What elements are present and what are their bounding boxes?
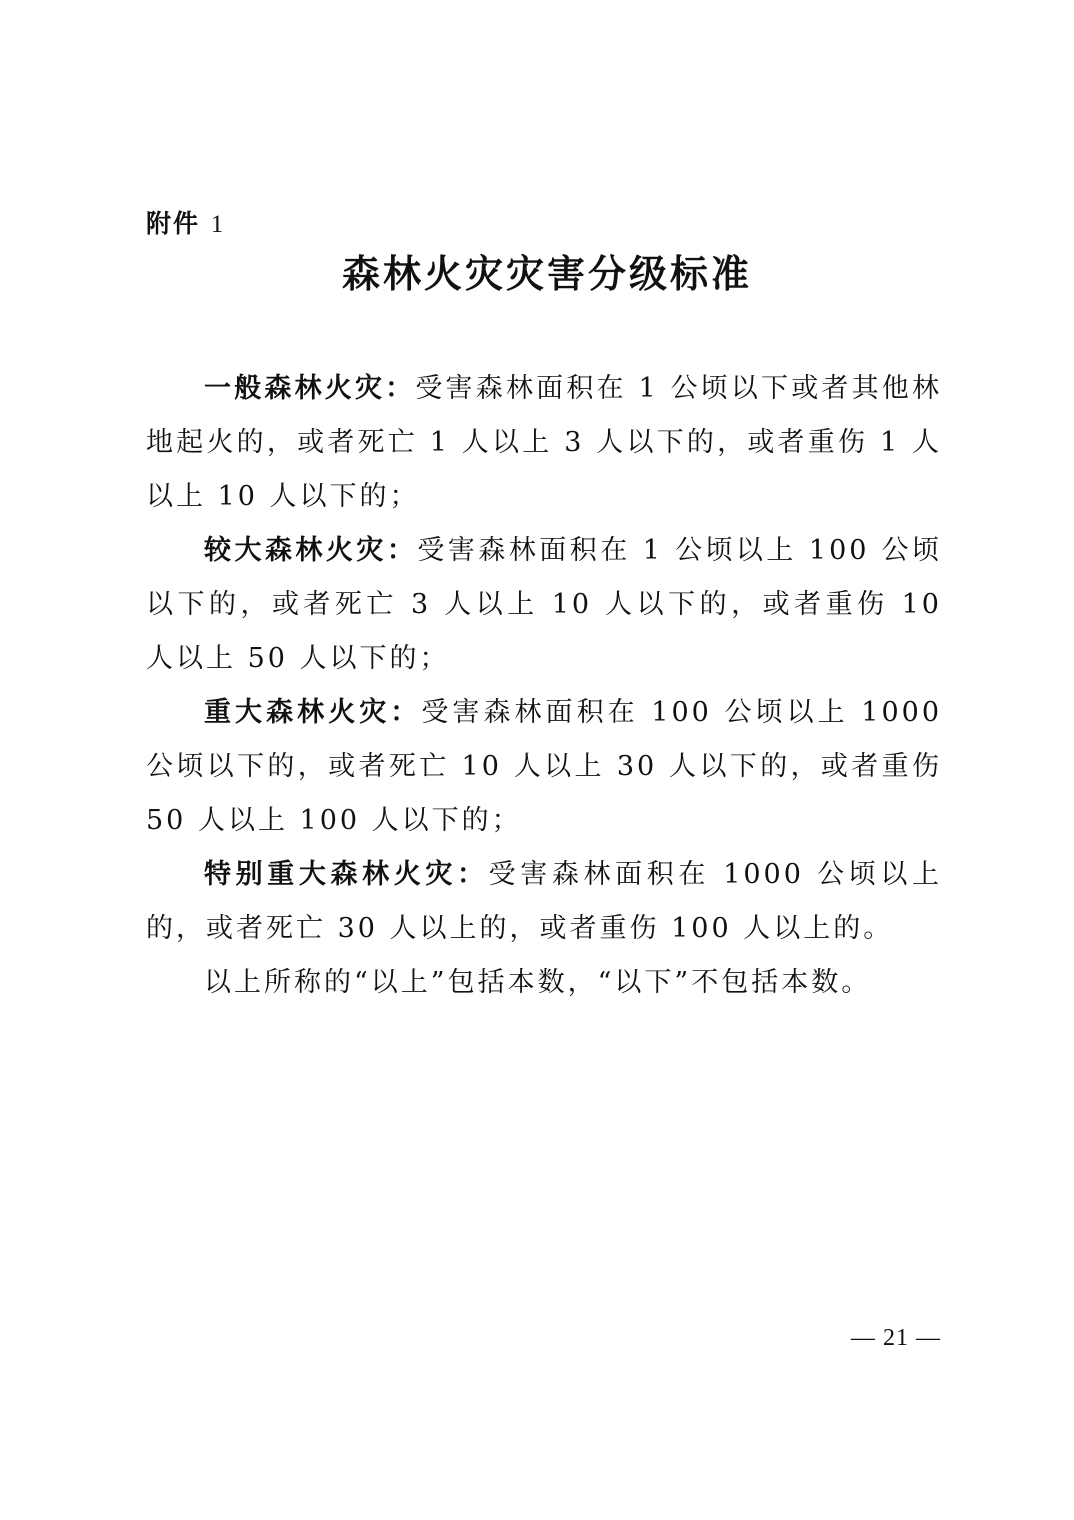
paragraph-major-fire xyxy=(146,686,942,848)
paragraph-term: 重大森林火灾： xyxy=(204,697,422,728)
document-title: 森林火灾灾害分级标准 xyxy=(341,251,752,296)
paragraph-especially-major-fire xyxy=(146,848,942,956)
paragraph-term: 较大森林火灾： xyxy=(204,535,418,566)
paragraph-text: 受害森林面积在 100 公顷以上 1000 公顷以下的，或者死亡 10 人以上 30 人以下的，或者重伤 50 人以上 100 人以下的； xyxy=(146,697,943,836)
paragraph-text: 受害森林面积在 1 公顷以下或者其他林地起火的，或者死亡 1 人以上 3 人以下的，或者重伤 1 人以上 10 人以下的； xyxy=(146,373,943,512)
attachment-label xyxy=(146,206,225,243)
paragraph-text: 受害森林面积在 1000 公顷以上的，或者死亡 30 人以上的，或者重伤 100 人以上的。 xyxy=(146,859,942,944)
paragraph-general-fire xyxy=(146,362,942,524)
note-paragraph: 以上所称的“以上”包括本数，“以下”不包括本数。 xyxy=(204,967,872,998)
paragraph-term: 特别重大森林火灾： xyxy=(204,859,489,890)
attachment-number: 1 xyxy=(210,211,226,238)
paragraph-larger-fire xyxy=(146,524,942,686)
paragraph-term: 一般森林火灾： xyxy=(204,373,416,404)
document-body xyxy=(146,362,942,1010)
attachment-prefix: 附件 xyxy=(146,209,201,238)
page-number: — 21 — xyxy=(851,1325,941,1351)
paragraph-text: 受害森林面积在 1 公顷以上 100 公顷以下的，或者死亡 3 人以上 10 人以下的，或者重伤 10 人以上 50 人以下的； xyxy=(146,535,943,674)
